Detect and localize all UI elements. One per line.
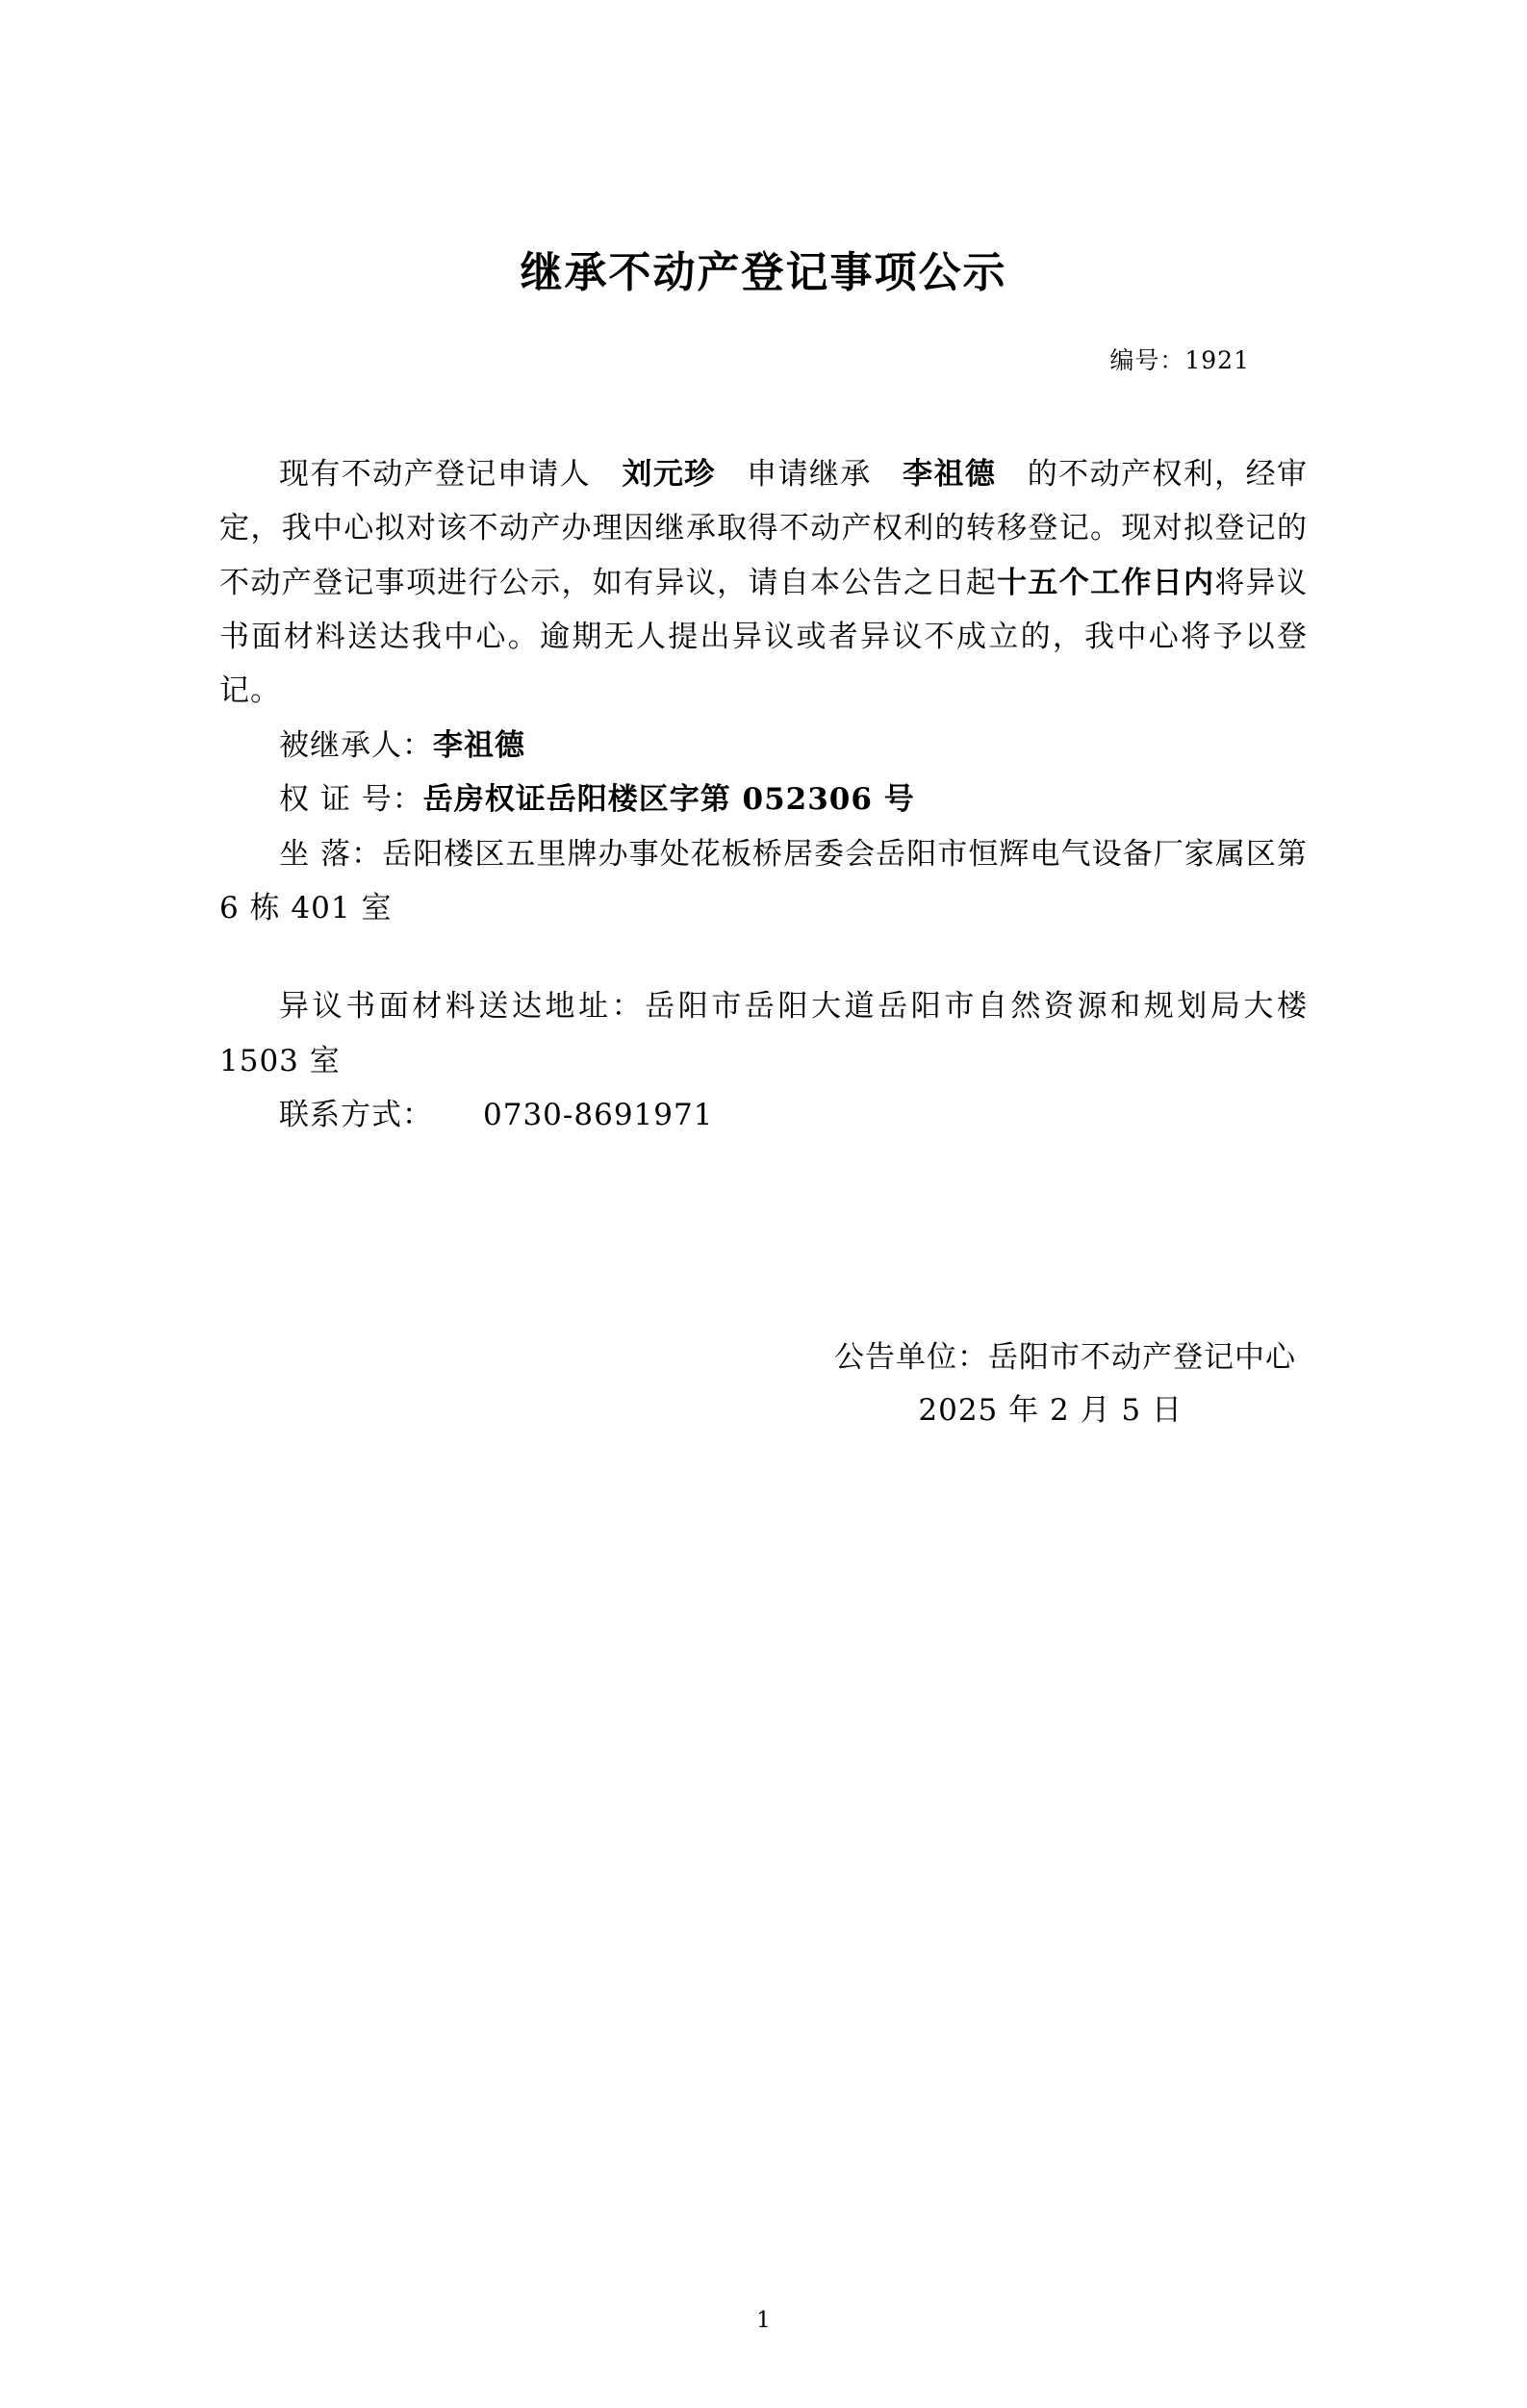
paragraph-segment-1: 现有不动产登记申请人 — [279, 456, 592, 492]
contact-line — [219, 1088, 1308, 1142]
field-certificate-value: 岳房权证岳阳楼区字第 052306 号 — [422, 782, 915, 818]
document-number — [219, 342, 1308, 376]
field-decedent — [219, 719, 1308, 773]
document-number-label: 编号： — [1109, 345, 1185, 374]
decedent-name: 李祖德 — [902, 456, 997, 492]
field-certificate-label: 权 证 号： — [279, 782, 423, 818]
field-decedent-label: 被继承人： — [279, 727, 433, 763]
field-location-label: 坐 落： — [279, 836, 383, 872]
block-spacer — [219, 935, 1308, 979]
main-paragraph — [219, 447, 1308, 719]
contact-label: 联系方式： — [279, 1098, 433, 1133]
field-decedent-value: 李祖德 — [433, 727, 525, 763]
document-number-value: 1921 — [1184, 345, 1250, 374]
paragraph-segment-4: 将异议书面材料送达我中心。逾期无人提出异议或者异议不成立的，我中心将予以登记。 — [219, 565, 1309, 709]
paragraph-segment-3: 的不动产权利，经审定，我中心拟对该不动产办理因继承取得不动产权利的转移登记。现对拟登记的不动产登记事项进行公示，如有异议，请自本公告之日起 — [219, 456, 1308, 600]
signature-block — [219, 1331, 1308, 1439]
paragraph-segment-2: 申请继承 — [746, 456, 872, 492]
page-title: 继承不动产登记事项公示 — [520, 248, 1007, 297]
field-location-value: 岳阳楼区五里牌办事处花板桥居委会岳阳市恒辉电气设备厂家属区第 6 栋 401 室 — [219, 836, 1308, 926]
document-page — [0, 248, 1527, 2408]
paragraph-emphasis: 十五个工作日内 — [997, 565, 1215, 600]
issuer-value: 岳阳市不动产登记中心 — [988, 1339, 1296, 1375]
delivery-address: 异议书面材料送达地址：岳阳市岳阳大道岳阳市自然资源和规划局大楼 1503 室 — [219, 989, 1308, 1078]
issuer-label: 公告单位： — [834, 1339, 988, 1375]
applicant-name: 刘元珍 — [622, 456, 716, 492]
field-location — [219, 827, 1308, 936]
issuer-line — [219, 1331, 1296, 1385]
field-certificate — [219, 773, 1308, 826]
contact-value: 0730-8691971 — [483, 1098, 714, 1133]
issue-date: 2025 年 2 月 5 日 — [918, 1393, 1183, 1429]
document-body — [219, 447, 1308, 1143]
page-number: 1 — [756, 2308, 771, 2333]
